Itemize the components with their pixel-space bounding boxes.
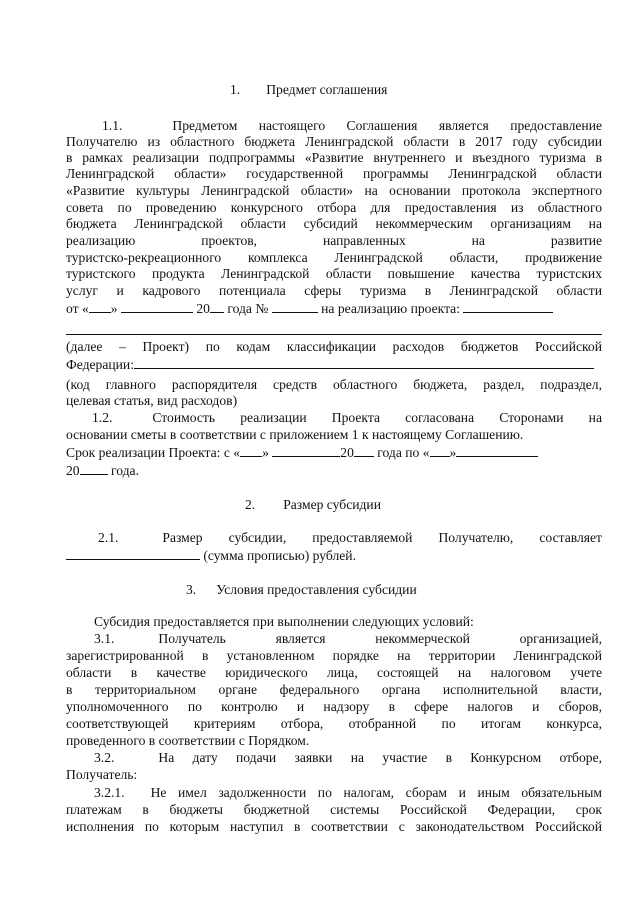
clause-1-1-line: бюджета Ленинградской области субсидий некоммерческим организациям на	[66, 216, 602, 231]
clause-1-1-date-line	[66, 300, 602, 317]
clause-3-1-line: проведенного в соответствии с Порядком.	[66, 733, 310, 748]
text-fragment: на реализацию проекта:	[321, 301, 460, 316]
clause-1-1-line: целевая статья, вид расходов)	[66, 393, 238, 408]
blank-field	[456, 444, 538, 457]
blank-field	[66, 547, 200, 560]
clause-1-2-line	[66, 462, 602, 479]
text-fragment: от «	[66, 301, 89, 316]
clause-1-1-line: услуг и кадрового потенциала сферы туризма в Ленинградской области	[66, 283, 602, 298]
blank-field	[463, 300, 553, 313]
section-3-heading	[186, 582, 616, 598]
clause-number: 1.2.	[92, 410, 113, 425]
clause-3-1-line: уполномоченного по контролю и надзору в сфере налогов и сборов,	[66, 699, 602, 714]
text-fragment: года по «	[377, 445, 430, 460]
clause-text: Стоимость реализации Проекта согласована Сторонами на	[152, 410, 602, 425]
clause-3-1-line: соответствующей критериям отбора, отобранной по итогам конкурса,	[66, 716, 602, 731]
clause-3-2-line	[66, 750, 602, 766]
clause-1-1-line: «Развитие культуры Ленинградской области» на основании протокола экспертного	[66, 183, 602, 198]
text-fragment: (сумма прописью) рублей.	[203, 548, 356, 563]
clause-text: Размер субсидии, предоставляемой Получателю, составляет	[162, 530, 602, 545]
section-1-heading	[230, 82, 630, 98]
clause-text: Не имел задолженности по налогам, сборам и иным обязательным	[150, 785, 602, 800]
clause-text: Предметом настоящего Соглашения является предоставление	[172, 118, 602, 133]
clause-1-1-line: (код главного распорядителя средств областного бюджета, раздел, подраздел,	[66, 377, 602, 392]
clause-1-2-line	[66, 410, 602, 426]
text-fragment: 20	[196, 301, 210, 316]
clause-3-2-1-line	[66, 785, 602, 801]
text-fragment: 20	[66, 463, 80, 478]
clause-2-1-line	[66, 547, 602, 564]
blank-field	[89, 300, 111, 313]
text-fragment: 20	[340, 445, 354, 460]
clause-1-2-line: основании сметы в соответствии с приложением 1 к настоящему Соглашению.	[66, 427, 524, 442]
clause-3-2-1-line: исполнения по которым наступил в соответствии с законодательством Российской	[66, 819, 602, 834]
clause-1-1-line: (далее – Проект) по кодам классификации расходов бюджетов Российской	[66, 339, 602, 354]
section-title: Размер субсидии	[283, 497, 381, 512]
section-title: Предмет соглашения	[266, 82, 388, 97]
clause-1-1-line: туристского продукта Ленинградской области повышение качества туристских	[66, 266, 602, 281]
clause-text: На дату подачи заявки на участие в Конкурсном отборе,	[158, 750, 602, 765]
text-fragment: года.	[111, 463, 139, 478]
text-fragment: »	[262, 445, 269, 460]
clause-number: 3.1.	[94, 631, 115, 646]
blank-field	[240, 444, 262, 457]
clause-3-2-line: Получатель:	[66, 767, 138, 782]
blank-field	[80, 462, 108, 475]
text-fragment: »	[449, 445, 457, 460]
blank-field	[354, 444, 374, 457]
clause-number: 2.1.	[98, 530, 119, 545]
clause-2-1-line	[66, 530, 602, 546]
section-number: 3.	[186, 582, 197, 597]
clause-3-1-line: зарегистрированной в установленном порядке на территории Ленинградской	[66, 648, 602, 663]
blank-field	[121, 300, 193, 313]
clause-1-1-line: туристско-рекреационного комплекса Ленинградской области, продвижение	[66, 250, 602, 265]
clause-3-1-line	[66, 631, 602, 647]
clause-1-2-date-line	[66, 444, 602, 461]
clause-1-1-line	[66, 356, 602, 373]
clause-3-2-1-line: платежам в бюджеты бюджетной системы Российской Федерации, срок	[66, 802, 602, 817]
clause-1-1-line: совета по проведению конкурсного отбора для предоставления из областного	[66, 200, 602, 215]
clause-number: 3.2.	[94, 750, 115, 765]
section-number: 2.	[245, 497, 256, 512]
clause-text: Получатель является некоммерческой организацией,	[158, 631, 602, 646]
clause-1-1-line: Ленинградской области» государственной программы Ленинградской области	[66, 166, 602, 181]
section-number: 1.	[230, 82, 241, 97]
text-fragment: года №	[227, 301, 269, 316]
clause-1-1-line: в рамках реализации подпрограммы «Развитие внутреннего и въездного туризма в	[66, 150, 602, 165]
clause-3-1-line: в территориальном органе федерального органа исполнительной власти,	[66, 682, 602, 697]
section-3-intro: Субсидия предоставляется при выполнении следующих условий:	[94, 614, 474, 629]
clause-number: 1.1.	[102, 118, 123, 133]
clause-1-1-line	[66, 118, 602, 134]
text-fragment: »	[110, 301, 118, 316]
blank-field	[430, 444, 450, 457]
clause-1-1-line: Получателю из областного бюджета Ленинградской области в 2017 году субсидии	[66, 134, 602, 149]
clause-3-1-line: области в качестве юридического лица, состоящей на налоговом учете	[66, 665, 602, 680]
section-2-heading	[245, 497, 625, 513]
blank-line	[66, 334, 602, 335]
clause-1-1-line: реализацию проектов, направленных на развитие	[66, 233, 602, 248]
section-title: Условия предоставления субсидии	[216, 582, 417, 597]
blank-field	[272, 300, 318, 313]
blank-field	[272, 444, 340, 457]
blank-field	[210, 300, 224, 313]
blank-field	[134, 356, 594, 369]
text-fragment: Срок реализации Проекта: с «	[66, 445, 241, 460]
text-fragment: Федерации:	[66, 357, 134, 372]
clause-number: 3.2.1.	[94, 785, 125, 800]
